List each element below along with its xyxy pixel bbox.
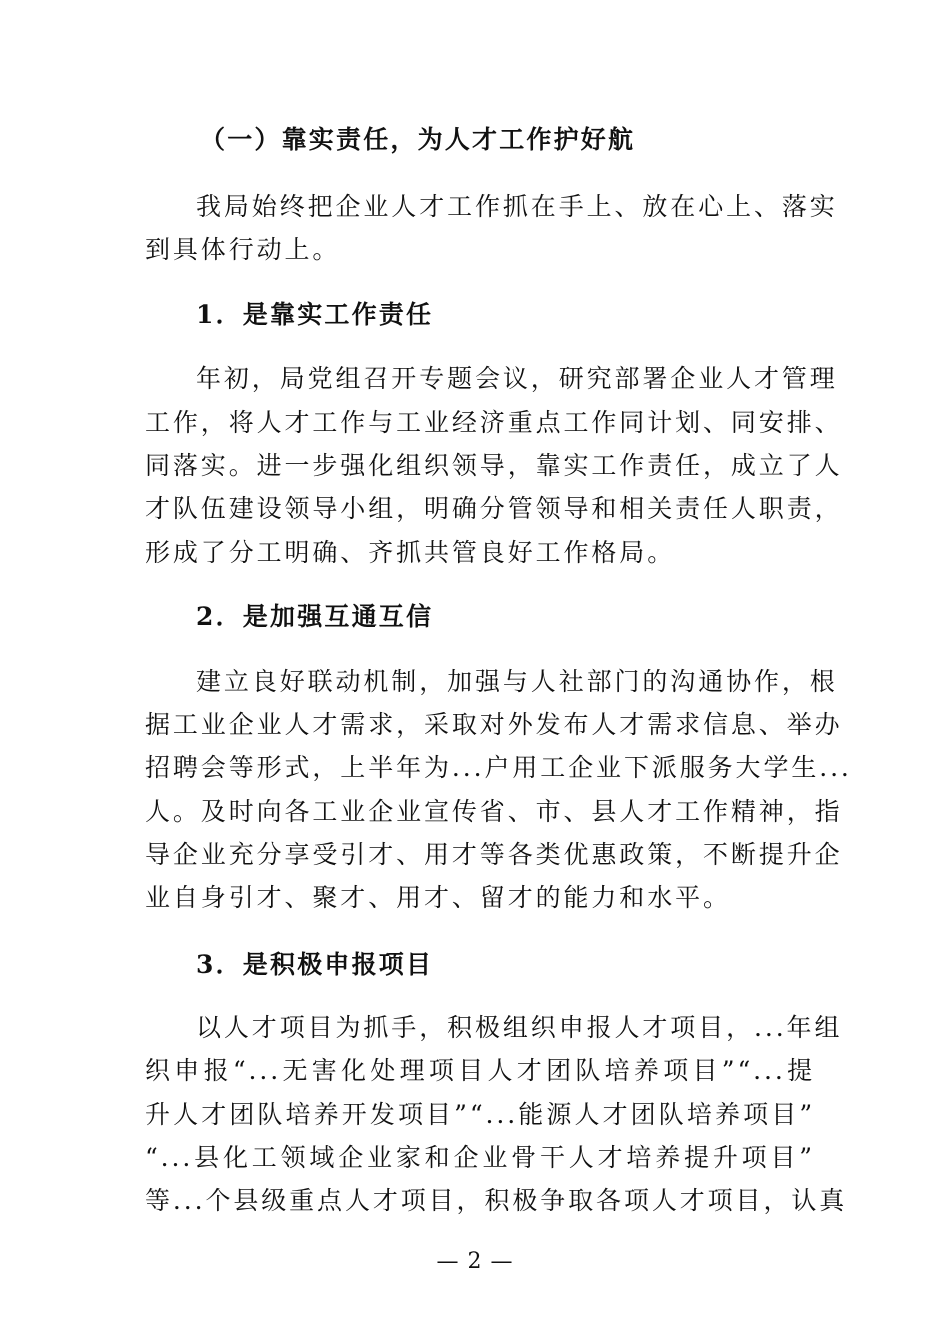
paragraph-line: 以人才项目为抓手，积极组织申报人才项目，...年组 [196, 1013, 843, 1042]
subsection-heading: 3．是积极申报项目 [196, 950, 434, 979]
paragraph-line: 年初，局党组召开专题会议，研究部署企业人才管理 [196, 364, 838, 393]
paragraph-line: 人。及时向各工业企业宣传省、市、县人才工作精神，指 [145, 797, 843, 826]
paragraph-line: 据工业企业人才需求，采取对外发布人才需求信息、举办 [145, 710, 843, 739]
paragraph-line: 建立良好联动机制，加强与人社部门的沟通协作，根 [196, 667, 838, 696]
subsection-heading: 2．是加强互通互信 [196, 602, 434, 631]
section-heading: （一）靠实责任，为人才工作护好航 [200, 125, 636, 154]
paragraph-line: 我局始终把企业人才工作抓在手上、放在心上、落实 [196, 192, 838, 221]
paragraph-line: 才队伍建设领导小组，明确分管领导和相关责任人职责， [145, 494, 843, 523]
paragraph-line: “...县化工领域企业家和企业骨干人才培养提升项目” [145, 1143, 815, 1172]
paragraph-line: 等...个县级重点人才项目，积极争取各项人才项目，认真 [145, 1186, 848, 1215]
paragraph-line: 导企业充分享受引才、用才等各类优惠政策，不断提升企 [145, 840, 843, 869]
paragraph-line: 招聘会等形式，上半年为...户用工企业下派服务大学生... [145, 753, 852, 782]
paragraph-line: 织申报“...无害化处理项目人才团队培养项目”“...提 [145, 1056, 815, 1085]
paragraph-line: 工作，将人才工作与工业经济重点工作同计划、同安排、 [145, 408, 843, 437]
paragraph-line: 业自身引才、聚才、用才、留才的能力和水平。 [145, 883, 731, 912]
paragraph-line: 到具体行动上。 [145, 235, 341, 264]
paragraph-line: 升人才团队培养开发项目”“...能源人才团队培养项目” [145, 1100, 815, 1129]
page-number: — 2 — [436, 1249, 514, 1274]
paragraph-line: 形成了分工明确、齐抓共管良好工作格局。 [145, 538, 676, 567]
paragraph-line: 同落实。进一步强化组织领导，靠实工作责任，成立了人 [145, 451, 843, 480]
subsection-heading: 1．是靠实工作责任 [196, 300, 434, 329]
